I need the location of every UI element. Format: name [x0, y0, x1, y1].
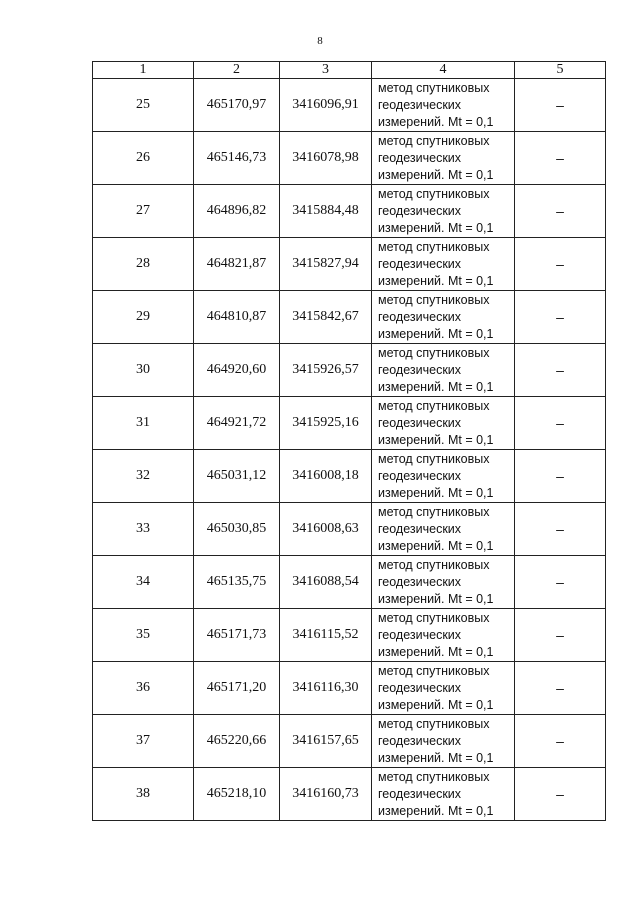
- y-coordinate-cell: 3415925,16: [280, 397, 372, 450]
- table-row: [93, 79, 606, 132]
- y-coordinate-cell: 3415926,57: [280, 344, 372, 397]
- column-5-cell: –: [515, 397, 606, 450]
- header-col-2: 2: [194, 62, 280, 79]
- y-coordinate-cell: 3416115,52: [280, 609, 372, 662]
- column-5-cell: –: [515, 291, 606, 344]
- y-coordinate-cell: 3416008,18: [280, 450, 372, 503]
- table-row: [93, 503, 606, 556]
- table-row: [93, 344, 606, 397]
- y-coordinate-cell: 3415884,48: [280, 185, 372, 238]
- header-col-3: 3: [280, 62, 372, 79]
- method-line: геодезических: [378, 309, 462, 324]
- method-line: метод спутниковых: [378, 769, 490, 784]
- header-col-5: 5: [515, 62, 606, 79]
- point-number-cell: 33: [93, 503, 194, 556]
- x-coordinate-cell: 465135,75: [194, 556, 280, 609]
- table-row: [93, 450, 606, 503]
- method-cell: [372, 185, 515, 238]
- point-number-cell: 36: [93, 662, 194, 715]
- point-number-cell: 27: [93, 185, 194, 238]
- method-line: геодезических: [378, 680, 462, 695]
- method-cell: [372, 450, 515, 503]
- y-coordinate-cell: 3415827,94: [280, 238, 372, 291]
- method-line: метод спутниковых: [378, 186, 490, 201]
- page-number: 8: [317, 35, 323, 47]
- method-line: метод спутниковых: [378, 398, 490, 413]
- x-coordinate-cell: 465170,97: [194, 79, 280, 132]
- method-line: геодезических: [378, 521, 462, 536]
- method-line: метод спутниковых: [378, 80, 490, 95]
- method-line: измерений. Mt = 0,1: [378, 803, 494, 818]
- table-row: [93, 768, 606, 821]
- method-line: метод спутниковых: [378, 345, 490, 360]
- method-cell: [372, 609, 515, 662]
- y-coordinate-cell: 3416008,63: [280, 503, 372, 556]
- y-coordinate-cell: 3416116,30: [280, 662, 372, 715]
- method-cell: [372, 397, 515, 450]
- column-5-cell: –: [515, 609, 606, 662]
- method-line: геодезических: [378, 627, 462, 642]
- table-row: [93, 132, 606, 185]
- method-line: геодезических: [378, 203, 462, 218]
- method-cell: [372, 238, 515, 291]
- method-line: геодезических: [378, 97, 462, 112]
- column-5-cell: –: [515, 503, 606, 556]
- table-body: [93, 79, 606, 821]
- point-number-cell: 32: [93, 450, 194, 503]
- method-line: измерений. Mt = 0,1: [378, 644, 494, 659]
- method-line: метод спутниковых: [378, 239, 490, 254]
- table-row: [93, 662, 606, 715]
- method-line: измерений. Mt = 0,1: [378, 432, 494, 447]
- method-line: измерений. Mt = 0,1: [378, 697, 494, 712]
- method-line: измерений. Mt = 0,1: [378, 591, 494, 606]
- method-cell: [372, 132, 515, 185]
- method-line: измерений. Mt = 0,1: [378, 167, 494, 182]
- method-cell: [372, 344, 515, 397]
- point-number-cell: 26: [93, 132, 194, 185]
- y-coordinate-cell: 3416088,54: [280, 556, 372, 609]
- method-line: измерений. Mt = 0,1: [378, 485, 494, 500]
- method-line: измерений. Mt = 0,1: [378, 379, 494, 394]
- table-row: [93, 238, 606, 291]
- method-line: измерений. Mt = 0,1: [378, 326, 494, 341]
- x-coordinate-cell: 464896,82: [194, 185, 280, 238]
- method-line: метод спутниковых: [378, 133, 490, 148]
- method-line: геодезических: [378, 574, 462, 589]
- header-col-1: 1: [93, 62, 194, 79]
- method-line: геодезических: [378, 256, 462, 271]
- method-line: геодезических: [378, 362, 462, 377]
- x-coordinate-cell: 464821,87: [194, 238, 280, 291]
- method-line: метод спутниковых: [378, 451, 490, 466]
- x-coordinate-cell: 464921,72: [194, 397, 280, 450]
- method-line: геодезических: [378, 468, 462, 483]
- method-line: метод спутниковых: [378, 663, 490, 678]
- table-header: [93, 62, 606, 79]
- point-number-cell: 38: [93, 768, 194, 821]
- method-line: метод спутниковых: [378, 504, 490, 519]
- method-cell: [372, 79, 515, 132]
- point-number-cell: 35: [93, 609, 194, 662]
- point-number-cell: 37: [93, 715, 194, 768]
- table-row: [93, 397, 606, 450]
- header-col-4: 4: [372, 62, 515, 79]
- column-5-cell: –: [515, 132, 606, 185]
- method-line: геодезических: [378, 415, 462, 430]
- method-cell: [372, 503, 515, 556]
- column-5-cell: –: [515, 238, 606, 291]
- point-number-cell: 31: [93, 397, 194, 450]
- method-line: измерений. Mt = 0,1: [378, 220, 494, 235]
- column-5-cell: –: [515, 662, 606, 715]
- method-line: метод спутниковых: [378, 716, 490, 731]
- coordinates-table: [92, 61, 606, 821]
- column-5-cell: –: [515, 185, 606, 238]
- point-number-cell: 28: [93, 238, 194, 291]
- method-line: геодезических: [378, 786, 462, 801]
- point-number-cell: 34: [93, 556, 194, 609]
- x-coordinate-cell: 464920,60: [194, 344, 280, 397]
- y-coordinate-cell: 3416096,91: [280, 79, 372, 132]
- method-line: геодезических: [378, 150, 462, 165]
- table-row: [93, 609, 606, 662]
- method-cell: [372, 556, 515, 609]
- table-row: [93, 556, 606, 609]
- x-coordinate-cell: 464810,87: [194, 291, 280, 344]
- x-coordinate-cell: 465171,73: [194, 609, 280, 662]
- method-cell: [372, 715, 515, 768]
- column-5-cell: –: [515, 79, 606, 132]
- x-coordinate-cell: 465146,73: [194, 132, 280, 185]
- method-line: измерений. Mt = 0,1: [378, 273, 494, 288]
- method-line: метод спутниковых: [378, 610, 490, 625]
- point-number-cell: 25: [93, 79, 194, 132]
- method-cell: [372, 291, 515, 344]
- method-cell: [372, 662, 515, 715]
- y-coordinate-cell: 3416078,98: [280, 132, 372, 185]
- y-coordinate-cell: 3416160,73: [280, 768, 372, 821]
- method-line: измерений. Mt = 0,1: [378, 750, 494, 765]
- point-number-cell: 30: [93, 344, 194, 397]
- column-5-cell: –: [515, 556, 606, 609]
- x-coordinate-cell: 465171,20: [194, 662, 280, 715]
- column-5-cell: –: [515, 715, 606, 768]
- y-coordinate-cell: 3416157,65: [280, 715, 372, 768]
- table-row: [93, 715, 606, 768]
- table-row: [93, 291, 606, 344]
- column-5-cell: –: [515, 768, 606, 821]
- method-line: измерений. Mt = 0,1: [378, 114, 494, 129]
- point-number-cell: 29: [93, 291, 194, 344]
- column-5-cell: –: [515, 450, 606, 503]
- y-coordinate-cell: 3415842,67: [280, 291, 372, 344]
- method-line: измерений. Mt = 0,1: [378, 538, 494, 553]
- x-coordinate-cell: 465030,85: [194, 503, 280, 556]
- method-line: метод спутниковых: [378, 557, 490, 572]
- method-cell: [372, 768, 515, 821]
- x-coordinate-cell: 465031,12: [194, 450, 280, 503]
- table-row: [93, 185, 606, 238]
- x-coordinate-cell: 465218,10: [194, 768, 280, 821]
- column-5-cell: –: [515, 344, 606, 397]
- header-row: [93, 62, 606, 79]
- x-coordinate-cell: 465220,66: [194, 715, 280, 768]
- method-line: метод спутниковых: [378, 292, 490, 307]
- method-line: геодезических: [378, 733, 462, 748]
